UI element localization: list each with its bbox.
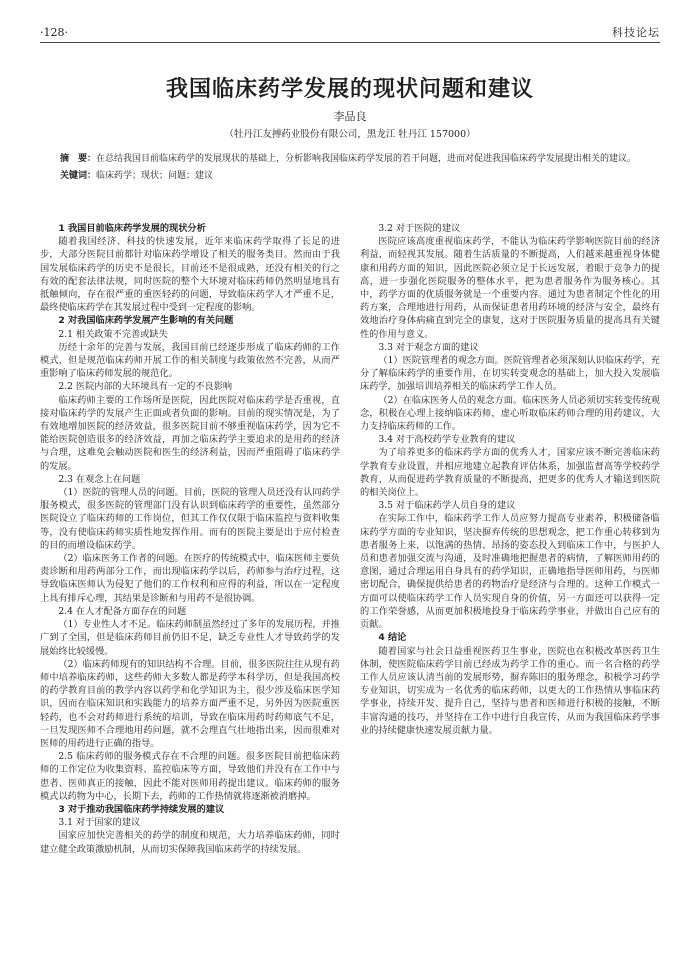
article-title: 我国临床药学发展的现状问题和建议	[165, 77, 534, 102]
paragraph: 国家应加快完善相关的药学的制度和规范，大力培养临床药师，同时建立健全政策激励机制，从而切实保障我国临床药学的持续发展。	[40, 830, 340, 855]
paragraph: 2.5 临床药师的服务模式存在不合理的问题。很多医院目前把临床药师的工作定位为收集资料、监控临床等方面，导致他们并没有在工作中与患者、医师真正的接触，因此不能对医师用药提出建议。临床药师的服务模式以药物为中心，长期下去，药师的工作热情就将逐渐被消磨掉。	[40, 751, 340, 802]
section-heading: 4 结论	[378, 632, 407, 644]
section-heading: 2 对我国临床药学发展产生影响的有关问题	[58, 315, 234, 327]
paragraph: 随着我国经济、科技的快速发展，近年来临床药学取得了长足的进步，大部分医院目前都针对临床药学增设了相关的服务类目。然而由于我国发展临床药学的历史不是很长，目前还不是很成熟，还没有相关的行之有效的配套法律法规，同时医院的整个大环境对临床药师仍然明显地具有抵触倾向，存在很严重的重医轻药的问题，导致临床药学人才严重不足，最终使临床药学在其发展过程中受到一定程度的影响。	[40, 236, 340, 314]
abstract-text: 在总结我国目前临床药学的发展现状的基础上，分析影响我国临床药学发展的若干问题，进而对促进我国临床药学发展提出相关的建议。	[96, 154, 637, 164]
subsection-heading: 3.5 对于临床药学人员自身的建议	[378, 500, 516, 512]
abstract-block	[40, 152, 660, 184]
keywords-text: 临床药学；现状；问题；建议	[96, 171, 214, 181]
paragraph: （2）在临床医务人员的观念方面。临床医务人员必须切实转变传统观念，积极在心理上接纳临床药师，虚心听取临床药师合理的用药建议，大力支持临床药师的工作。	[360, 394, 660, 433]
paragraph: 临床药师主要的工作场所是医院，因此医院对临床药学是否重视，直接对临床药学的发展产生正面或者负面的影响。目前的现实情况是，为了有效地增加医院的经济效益，很多医院目前不够重视临床药学，因为它不能给医院创造很多的经济效益，再加之临床药学主要追求的是用药的经济与合理，这难免会触动医院和医生的经济利益，因而严重阻碍了临床药学的发展。	[40, 394, 340, 472]
keywords-label: 关键词：	[60, 171, 97, 181]
subsection-heading: 3.2 对于医院的建议	[378, 223, 461, 234]
paragraph: 历经十余年的完善与发展，我国目前已经逐步形成了临床药师的工作模式，但是规范临床药师开展工作的相关制度与政策依然不完善，从而严重影响了临床药师发展的规范化。	[40, 341, 340, 380]
subsection-heading: 2.1 相关政策不完善或缺失	[58, 328, 168, 340]
subsection-heading: 2.4 在人才配备方面存在的问题	[58, 605, 187, 617]
keywords	[40, 169, 660, 184]
subsection-heading: 3.3 对于观念方面的建议	[378, 341, 479, 353]
subsection-heading: 3.4 对于高校药学专业教育的建议	[378, 434, 516, 446]
paragraph: 医院应该高度重视临床药学，不能认为临床药学影响医院目前的经济利益，而轻视其发展。随着生活质量的不断提高，人们越来越重视身体健康和用药方面的知识，因此医院必须立足于长远发展，着眼于竞争力的提高，进一步强化医院服务的整体水平，把为患者服务作为服务核心。其中，药学方面的优质服务就是一个重要内容。通过为患者制定个性化的用药方案，合理地进行用药，从而保证患者用药环境的经济与安全，最终有效地治疗身体病痛直到完全的康复，这对于医院服务质量的提高具有关键性的作用与意义。	[360, 236, 660, 340]
paragraph: （2）临床医务工作者的问题。在医疗的传统模式中，临床医师主要负责诊断和用药两部分工作，而出现临床药学以后，药师参与治疗过程，这导致临床医师认为侵犯了他们的工作权利和应得的利益，所以在一定程度上具有排斥心理，其结果是诊断和与用药不是很协调。	[40, 553, 340, 604]
running-header	[40, 20, 660, 43]
author-affiliation: （牡丹江友搏药业股份有限公司，黑龙江 牡丹江 157000）	[224, 129, 476, 140]
right-column	[360, 222, 660, 947]
paragraph: （1）专业性人才不足。临床药师制虽然经过了多年的发展历程，并推广到了全国，但是临床药师目前仍旧不足，缺乏专业性人才导致药学的发展始终比较缓慢。	[40, 619, 340, 657]
paragraph: 在实际工作中，临床药学工作人员应努力提高专业素养，积极储备临床药学方面的专业知识，坚决摒弃传统的思想观念，把工作重心转移到为患者服务上来，以饱满的热情、昂扬的姿态投入到临床工作中，与医护人员和患者加强交流与沟通，及时准确地把握患者的病情，了解医师用药的意图，通过合理运用自身具有的药学知识，正确地指导医师用药，与医师密切配合，确保提供给患者的药物治疗是经济与合理的。这种工作模式一方面可以使临床药学工作人员实现自身的价值，另一方面还可以获得一定的工作荣誉感，从而更加积极地投身于临床药学事业，并做出自己应有的贡献。	[360, 513, 660, 631]
left-column	[40, 222, 340, 947]
section-heading: 1 我国目前临床药学发展的现状分析	[58, 223, 206, 234]
paragraph: （1）医院的管理人员的问题。目前，医院的管理人员还没有认同药学服务模式，很多医院的管理部门没有认识到临床药学的重要性，虽然部分医院设立了临床药师的工作岗位，但其工作仅仅限于临床监控与资料收集等，没有使临床药师实质性地发挥作用。而有的医院主要是出于应付检查的目的而增设临床药学。	[40, 487, 340, 551]
author-name: 李品良	[333, 110, 367, 123]
subsection-heading: 2.2 医院内部的大环境具有一定的不良影响	[58, 381, 233, 393]
subsection-heading: 2.3 在观念上在问题	[58, 473, 141, 485]
paragraph: （2）临床药师现有的知识结构不合理。目前，很多医院往往从现有药师中培养临床药师，这些药师大多数人都是药学本科学历，但是我国高校的药学教育目前的教学内容以药学和化学知识为主，很少涉及临床医学知识，因而在临床知识和实践能力的培养方面严重不足，另外因为医院重医轻药，也不会对药师进行系统的培训，导致在临床用药时药师底气不足，一旦发现医师不合理地用药问题，就不会理直气壮地指出来，因而很难对医师的用药进行正确的指导。	[40, 658, 340, 749]
paragraph: （1）医院管理者的观念方面。医院管理者必须深刻认识临床药学，充分了解临床药学的重要作用，在切实转变观念的基础上，加大投入发展临床药学，加强培训培养相关的临床药学工作人员。	[360, 355, 660, 393]
article-body	[40, 222, 660, 947]
abstract-label: 摘 要：	[60, 154, 97, 164]
subsection-heading: 3.1 对于国家的建议	[58, 817, 141, 829]
abstract	[40, 152, 660, 167]
section-heading: 3 对于推动我国临床药学持续发展的建议	[58, 803, 225, 815]
journal-name: 科技论坛	[612, 26, 660, 39]
page-number: ·128·	[40, 26, 68, 39]
paragraph: 为了培养更多的临床药学方面的优秀人才，国家应该不断完善临床药学教育专业设置，并相应地建立起教育评估体系，加强监督高等学校药学教育，从而促进药学教育质量的不断提高，把更多的优秀人才输送到医院的相关岗位上。	[360, 447, 660, 499]
paragraph: 随着国家与社会日益重视医药卫生事业，医院也在积极改革医药卫生体制，使医院临床药学目前已经成为药学工作的重心。而一名合格的药学工作人员应该认清当前的发展形势，摒弃陈旧的服务理念，积极学习药学专业知识，切实成为一名优秀的临床药师，以更大的工作热情从事临床药学事业，持续开发、提升自己，坚持与患者和医师进行积极的接触，不断丰富沟通的技巧，并坚持在工作中进行自我宣传，从而为我国临床药学事业的持续健康快速发展贡献力量。	[360, 645, 660, 736]
